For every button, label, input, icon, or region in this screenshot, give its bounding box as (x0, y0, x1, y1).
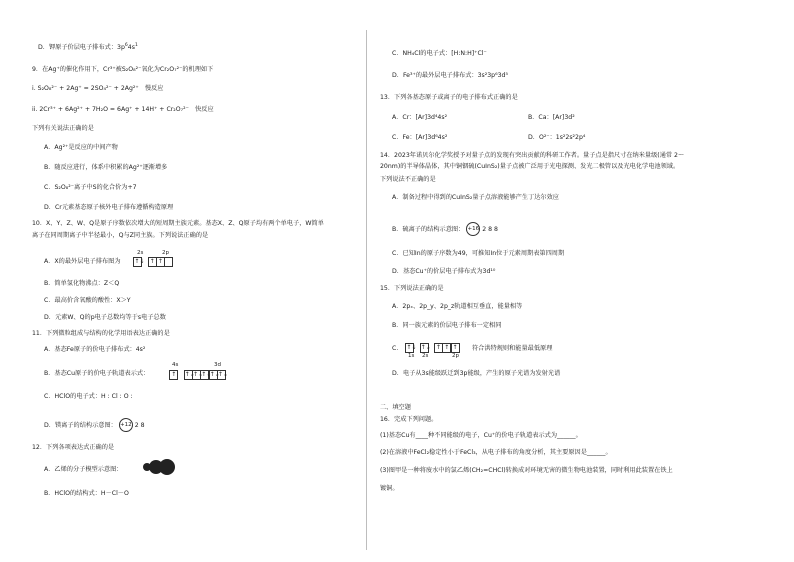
q12-option-c: C．NH₄Cl的电子式：[H:N:H]⁺Cl⁻ (392, 50, 487, 57)
q11-stem: 11．下列微粒组成与结构的化学用语表达正确的是 (32, 330, 170, 337)
q16-part2: (2)在溶液中FeCl₂稳定性小于FeCl₃，从电子排布的角度分析，其主要原因是______。 (380, 449, 612, 456)
text: B．硫离子的结构示意图： (392, 226, 465, 233)
q9-step-ii: ii. 2Cr³⁺ + 6Ag²⁺ + 7H₂O = 6Ag⁺ + 14H⁺ + Cr₂O₇²⁻ 快反应 (32, 106, 214, 113)
orbital-box: ↑ (435, 344, 441, 351)
nucleus-circle: +12 (119, 418, 133, 432)
q11-option-a: A．基态Fe原子的价电子排布式：4s² (44, 346, 146, 353)
orbital-label-1s: 1s (408, 353, 415, 359)
q16-part3-line2: 镀铜。 (380, 485, 399, 492)
carbon-ball (159, 459, 175, 475)
q11-option-c: C．HClO的电子式：H : Cl : O : (44, 393, 133, 400)
q9-option-a: A．Ag²⁺是反应的中间产物 (44, 144, 118, 151)
q15-option-c-text: 符合洪特规则和能量最低原理 (472, 345, 553, 352)
orbital-label-2s: 2s (137, 250, 144, 256)
q9-question: 下列有关说法正确的是 (32, 125, 94, 132)
q10-stem-line1: 10．X、Y、Z、W、Q是原子序数依次增大的短周期主族元素。基态X、Z、Q原子均有两个单电子，W简单 (32, 220, 324, 227)
q14-stem-line2: 20nm)的半导体晶体，其中铜铟硫(CuInS₂)量子点被广泛用于光电探测、发光二极管以及光电化学电池领域。 (380, 163, 680, 170)
column-divider (366, 30, 367, 550)
electron-shells: 2 8 (134, 422, 145, 429)
section-heading: 二、填空题 (380, 404, 411, 411)
q10-stem-line2: 离子在同周期离子中半径最小，Q与Z同主族。下列说法正确的是 (32, 232, 209, 239)
sup: 6 (124, 43, 128, 48)
orbital-box: ↑↓ (201, 371, 212, 378)
q12-option-d: D．Fe³⁺的最外层电子排布式：3s²3p⁶3d⁵ (392, 72, 508, 79)
orbital-box: ↑↓ (217, 371, 228, 378)
orbital-label-2p: 2p (162, 250, 169, 256)
q13-option-a: A．Cr：[Ar]3d⁴4s² (392, 114, 448, 121)
orbital-box: ↑ (157, 258, 163, 265)
q12-option-b: B．HClO的结构式：H－Cl－O (44, 490, 129, 497)
q15-orbital-diagram (406, 343, 460, 353)
q11-option-b: B．基态Cu原子的价电子轨道表示式： (44, 370, 150, 377)
electron-shells: 2 8 8 (482, 226, 498, 233)
q14-option-b (392, 222, 498, 236)
orbital-box: ↑↓ (192, 371, 203, 378)
q13-option-d: D．O²⁻：1s²2s²2p⁴ (528, 134, 586, 141)
orbital-label-2s: 2s (422, 353, 429, 359)
q14-stem-line1: 14．2023年诺贝尔化学奖授予对量子点的发现有突出贡献的科研工作者。量子点是指尺寸在纳米量级(通常 2～ (380, 152, 685, 159)
q10-orbital-diagram (134, 257, 173, 267)
q15-option-c-prefix: C． (392, 345, 403, 352)
q8-option-d (38, 42, 138, 52)
q16-part3-line1: (3)图甲是一种将废水中的氯乙烯(CH₂=CHCl)转换成对环境无害的微生物电池装置，同时利用此装置在铁上 (380, 467, 673, 474)
text: D．镁离子的结构示意图： (44, 422, 117, 429)
q11-option-d (44, 418, 145, 432)
q9-stem: 9．在Ag⁺的催化作用下，Cr³⁺被S₂O₈²⁻氧化为Cr₂O₇²⁻的机理如下 (32, 66, 214, 73)
q10-option-b: B．简单氢化物沸点：Z＜Q (44, 280, 120, 287)
q11-orbital-diagram (170, 370, 226, 380)
q14-option-a: A．制备过程中得到的CuInS₂量子点溶液能够产生丁达尔效应 (392, 194, 559, 201)
orbital-box: ↑ (149, 258, 155, 265)
q10-option-c: C．最高价含氧酸的酸性：X＞Y (44, 297, 131, 304)
q15-option-b: B．同一族元素的价层电子排布一定相同 (392, 322, 502, 329)
text: 4s (127, 44, 135, 52)
q12-option-a: A．乙烯的分子模型示意图： (44, 466, 123, 473)
orbital-box: ↑↓ (134, 258, 145, 265)
orbital-box: ↑↓ (209, 371, 220, 378)
orbital-label-2p: 2p (452, 353, 459, 359)
orbital-box: ↑↓ (406, 344, 417, 351)
orbital-label-4s: 4s (172, 362, 179, 368)
q14-question: 下列说法不正确的是 (380, 176, 436, 183)
q13-option-c: C．Fe：[Ar]3d⁶4s² (392, 134, 448, 141)
q13-option-b: B．Ca：[Ar]3d² (528, 114, 575, 121)
q16-stem: 16．完成下列问题。 (380, 416, 438, 423)
orbital-box: ↑↓ (184, 371, 195, 378)
q12-stem: 12．下列各项表达式正确的是 (32, 444, 115, 451)
q16-part1: (1)基态Cu有____种不同能级的电子，Cu⁺的价电子轨道表示式为______。 (380, 432, 582, 439)
q15-stem: 15．下列说法正确的是 (380, 285, 444, 292)
q15-option-a: A．2pₓ、2p_y、2p_z轨道相互垂直，能量相等 (392, 303, 523, 310)
orbital-label-3d: 3d (214, 362, 221, 368)
q10-option-a: A．X的最外层电子排布图为 (44, 258, 121, 265)
text: D．钾原子价层电子排布式：3p (38, 44, 125, 52)
orbital-box (164, 257, 173, 267)
q9-option-d: D．Cr元素基态原子核外电子排布遵循构造原理 (44, 204, 174, 211)
nucleus-circle: +16 (466, 222, 480, 236)
orbital-box: ↑↓ (420, 344, 431, 351)
q9-option-b: B．随反应进行，体系中积累的Ag²⁺逐渐增多 (44, 164, 168, 171)
orbital-box: ↑ (171, 371, 177, 378)
q9-option-c: C．S₂O₈²⁻离子中S的化合价为+7 (44, 184, 137, 191)
orbital-box: ↑ (444, 344, 450, 351)
q10-option-d: D．元素W、Q的p电子总数均等于s电子总数 (44, 314, 166, 321)
orbital-box: ↑ (452, 344, 458, 351)
q9-step-i: i. S₂O₈²⁻ + 2Ag⁺ = 2SO₄²⁻ + 2Ag²⁺ 慢反应 (32, 85, 164, 92)
q15-option-d: D．电子从3s能级跃迁到3p能级，产生的原子光谱为发射光谱 (392, 370, 561, 377)
q13-stem: 13．下列各基态原子或离子的电子排布式正确的是 (380, 94, 518, 101)
sup: 1 (134, 43, 138, 48)
q14-option-c: C．已知In的原子序数为49，可推知In位于元素周期表第四周期 (392, 250, 565, 257)
q14-option-d: D．基态Cu⁺的价层电子排布式为3d¹⁰ (392, 268, 496, 275)
